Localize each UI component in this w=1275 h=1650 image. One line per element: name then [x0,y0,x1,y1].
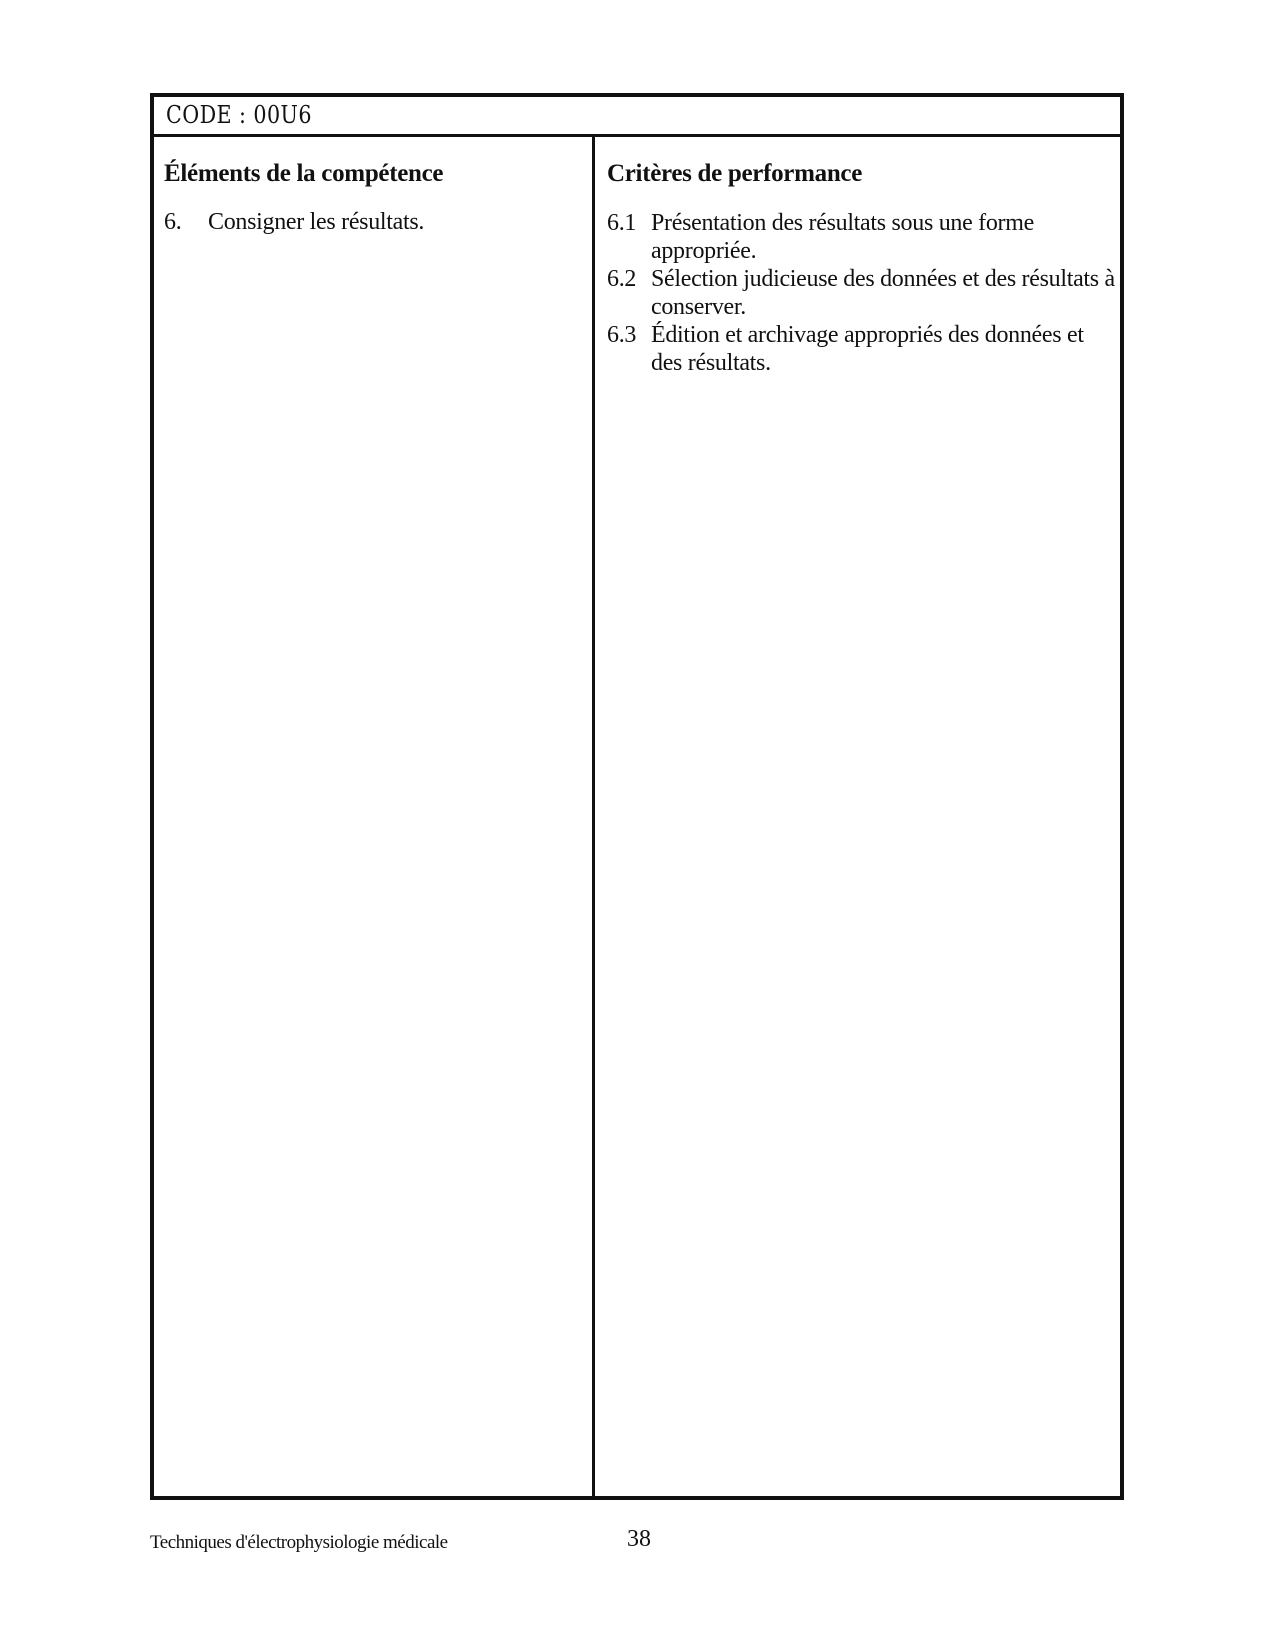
element-number: 6. [164,209,182,235]
criterion-item [607,265,1117,321]
criterion-number: 6.1 [607,210,637,236]
competency-table [150,93,1124,1500]
criterion-number: 6.3 [607,322,637,348]
elements-heading: Éléments de la compétence [164,160,444,187]
criteria-column [607,137,1117,377]
element-text: Consigner les résultats. [208,209,425,235]
column-divider [592,137,595,1496]
criterion-item [607,321,1117,377]
code-row [154,97,1120,137]
competency-code: CODE : 00U6 [166,101,312,129]
criterion-text: Édition et archivage appropriés des données et des résultats. [651,322,1084,376]
footer-program-title: Techniques d'électrophysiologie médicale [150,1532,448,1553]
element-item [164,209,584,236]
criterion-text: Sélection judicieuse des données et des résultats à conserver. [651,266,1115,320]
criterion-text: Présentation des résultats sous une forme appropriée. [651,210,1034,264]
criteria-list [607,209,1117,377]
criterion-item [607,209,1117,265]
criterion-number: 6.2 [607,266,637,292]
page-number: 38 [627,1526,651,1552]
elements-column [164,137,584,236]
criteria-heading: Critères de performance [607,160,863,187]
